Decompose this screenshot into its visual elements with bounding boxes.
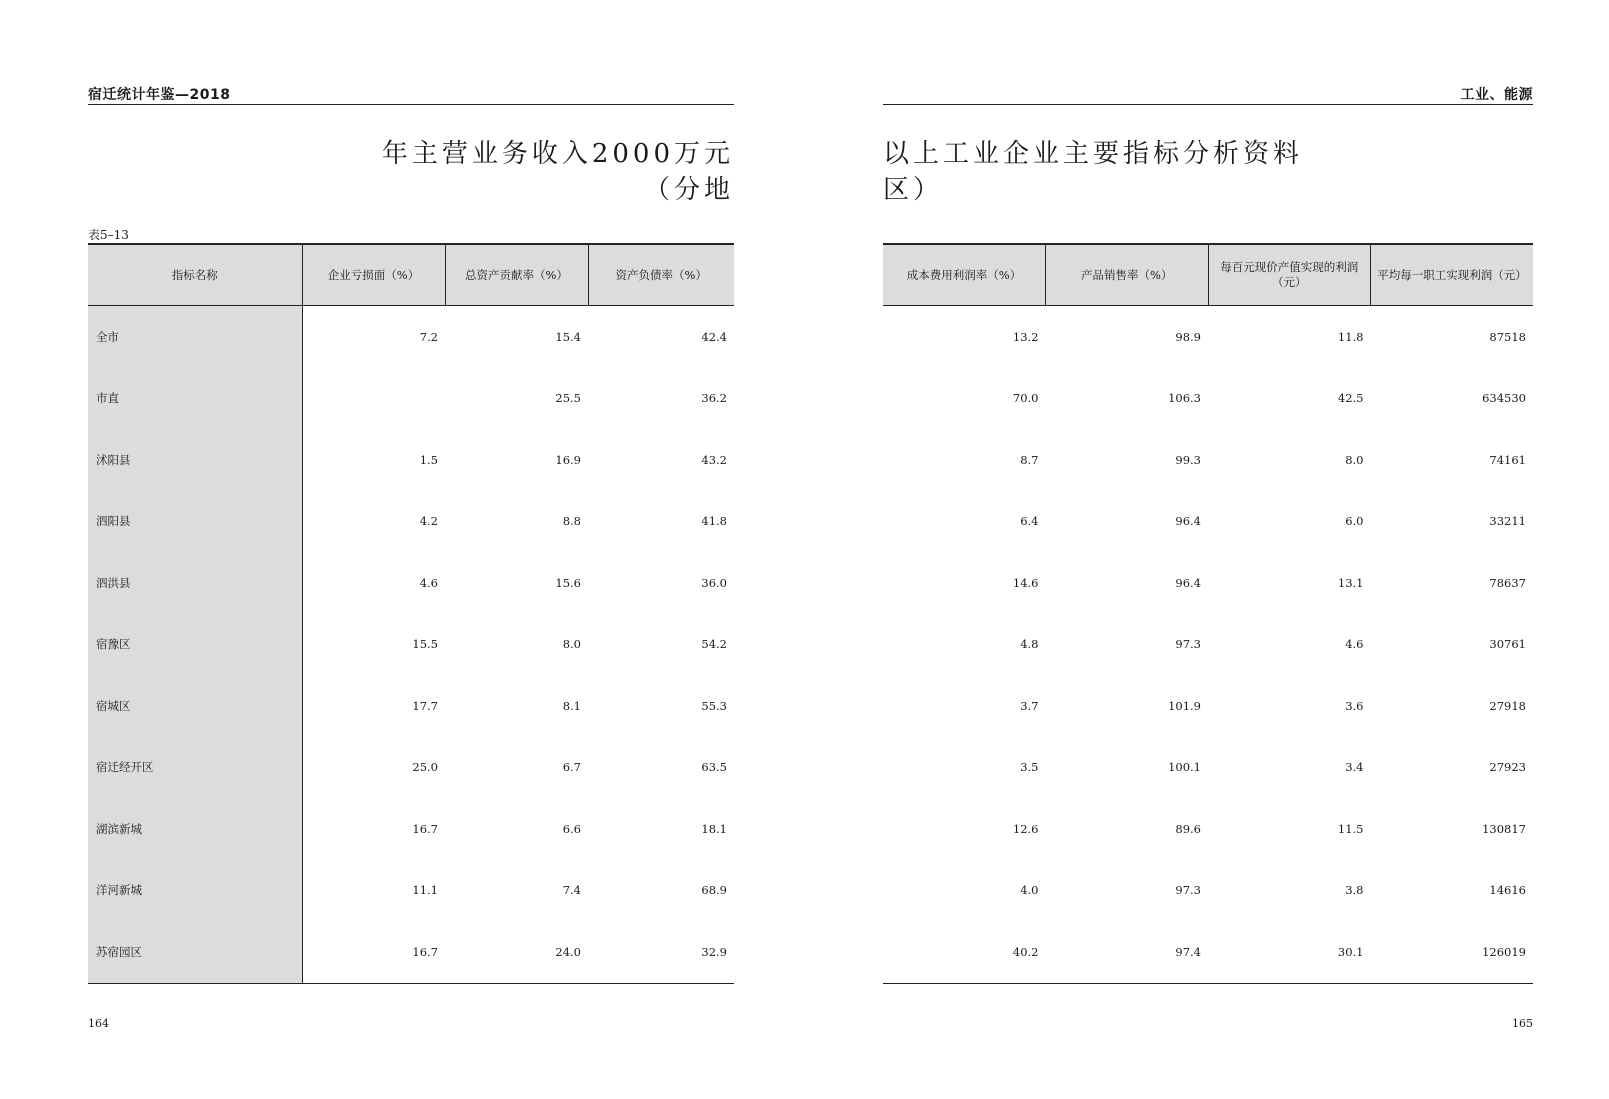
value-cell: 17.7 — [412, 698, 438, 713]
table-row — [883, 552, 1533, 614]
value-cell: 13.2 — [1012, 329, 1039, 344]
value-cell: 16.9 — [555, 452, 581, 467]
value-cell: 74161 — [1489, 452, 1526, 467]
value-cell: 27923 — [1489, 760, 1526, 775]
value-cell: 6.7 — [562, 760, 581, 775]
value-cell: 96.4 — [1175, 575, 1201, 590]
running-head: 工业、能源 — [1460, 87, 1533, 103]
value-cell: 96.4 — [1175, 514, 1201, 529]
table-row — [88, 860, 734, 922]
title-line-2: 区） — [883, 175, 944, 205]
value-cell: 7.4 — [562, 883, 581, 898]
table-row — [883, 306, 1533, 368]
value-cell: 42.5 — [1337, 391, 1364, 406]
value-cell: 3.7 — [1020, 698, 1039, 713]
value-cell: 54.2 — [701, 637, 727, 652]
value-cell: 18.1 — [701, 821, 727, 836]
value-cell: 6.0 — [1345, 514, 1364, 529]
value-cell: 43.2 — [701, 452, 727, 467]
value-cell: 25.5 — [555, 391, 581, 406]
value-cell: 78637 — [1489, 575, 1526, 590]
value-cell: 32.9 — [588, 921, 734, 983]
value-cell: 25.0 — [412, 760, 438, 775]
left-page — [0, 0, 804, 1099]
data-table-right — [883, 243, 1533, 984]
table-row — [88, 798, 734, 860]
value-cell: 87518 — [1489, 329, 1526, 344]
page-number: 165 — [1512, 1017, 1533, 1030]
table-row — [883, 921, 1533, 983]
value-cell: 97.4 — [1046, 921, 1209, 983]
table-row — [883, 737, 1533, 799]
value-cell: 36.2 — [701, 391, 727, 406]
value-cell: 4.0 — [1020, 883, 1039, 898]
table-row — [883, 491, 1533, 553]
header-rule — [883, 104, 1533, 105]
value-cell: 6.4 — [1020, 514, 1039, 529]
value-cell: 27918 — [1489, 698, 1526, 713]
title-line-1: 以上工业企业主要指标分析资料 — [883, 139, 1304, 169]
value-cell: 13.1 — [1337, 575, 1364, 590]
table-row — [88, 552, 734, 614]
table-row — [883, 368, 1533, 430]
header-profit-per-employee: 平均每一职工实现利润（元） — [1371, 244, 1534, 306]
value-cell: 3.5 — [1020, 760, 1039, 775]
value-cell: 3.6 — [1345, 698, 1364, 713]
region-name-cell: 泗洪县 — [88, 552, 302, 614]
value-cell: 126019 — [1371, 921, 1534, 983]
value-cell: 97.3 — [1175, 637, 1201, 652]
value-cell: 1.5 — [419, 452, 438, 467]
table-row — [88, 368, 734, 430]
value-cell: 15.4 — [555, 329, 581, 344]
region-name-cell: 洋河新城 — [88, 860, 302, 922]
header-rule — [88, 104, 734, 105]
table-header-row — [883, 244, 1533, 306]
region-name-cell: 宿迁经开区 — [88, 737, 302, 799]
value-cell: 40.2 — [883, 921, 1046, 983]
value-cell: 15.5 — [412, 637, 438, 652]
page-number: 164 — [88, 1017, 109, 1030]
region-name-cell: 宿豫区 — [88, 614, 302, 676]
value-cell: 24.0 — [445, 921, 588, 983]
title-line-2: （分地 — [643, 175, 734, 205]
header-profit-per-hundred: 每百元现价产值实现的利润（元） — [1208, 244, 1371, 306]
value-cell: 63.5 — [701, 760, 727, 775]
data-table-left — [88, 243, 734, 984]
region-name-cell: 泗阳县 — [88, 491, 302, 553]
value-cell: 15.6 — [555, 575, 581, 590]
value-cell: 36.0 — [701, 575, 727, 590]
value-cell: 68.9 — [701, 883, 727, 898]
value-cell: 8.0 — [562, 637, 581, 652]
region-name-cell: 市直 — [88, 368, 302, 430]
value-cell: 11.5 — [1337, 821, 1364, 836]
table-row — [883, 614, 1533, 676]
region-name-cell: 湖滨新城 — [88, 798, 302, 860]
table-row — [883, 429, 1533, 491]
running-head: 宿迁统计年鉴—2018 — [88, 87, 231, 103]
value-cell: 89.6 — [1175, 821, 1201, 836]
value-cell: 634530 — [1482, 391, 1526, 406]
value-cell: 4.2 — [419, 514, 438, 529]
value-cell: 3.8 — [1345, 883, 1364, 898]
header-sales-ratio: 产品销售率（%） — [1046, 244, 1209, 306]
value-cell: 4.8 — [1020, 637, 1039, 652]
value-cell: 98.9 — [1175, 329, 1201, 344]
value-cell: 6.6 — [562, 821, 581, 836]
value-cell: 14616 — [1489, 883, 1526, 898]
value-cell: 55.3 — [701, 698, 727, 713]
value-cell: 7.2 — [419, 329, 438, 344]
header-asset-contribution: 总资产贡献率（%） — [445, 244, 588, 306]
value-cell: 33211 — [1489, 514, 1526, 529]
table-title-right — [883, 136, 1303, 208]
value-cell: 12.6 — [1012, 821, 1039, 836]
header-debt-ratio: 资产负债率（%） — [588, 244, 734, 306]
table-row — [88, 429, 734, 491]
region-name-cell: 沭阳县 — [88, 429, 302, 491]
value-cell: 106.3 — [1168, 391, 1201, 406]
table-number: 表5–13 — [88, 228, 129, 242]
value-cell: 130817 — [1482, 821, 1526, 836]
value-cell: 4.6 — [1345, 637, 1364, 652]
value-cell: 8.7 — [1020, 452, 1039, 467]
value-cell: 97.3 — [1175, 883, 1201, 898]
table-row — [883, 860, 1533, 922]
value-cell: 101.9 — [1168, 698, 1201, 713]
region-name-cell: 苏宿园区 — [88, 921, 302, 983]
header-indicator-name: 指标名称 — [88, 244, 302, 306]
table-row — [883, 798, 1533, 860]
region-name-cell: 全市 — [88, 306, 302, 368]
value-cell: 14.6 — [1012, 575, 1039, 590]
table-row — [88, 491, 734, 553]
table-row — [88, 675, 734, 737]
value-cell: 8.8 — [562, 514, 581, 529]
right-page — [805, 0, 1609, 1099]
region-name-cell: 宿城区 — [88, 675, 302, 737]
value-cell: 11.1 — [412, 883, 438, 898]
value-cell: 8.0 — [1345, 452, 1364, 467]
value-cell: 4.6 — [419, 575, 438, 590]
table-title-left — [382, 136, 734, 208]
table-row — [88, 921, 734, 983]
table-row — [88, 306, 734, 368]
title-line-1: 年主营业务收入2000万元 — [381, 139, 734, 169]
value-cell: 11.8 — [1337, 329, 1364, 344]
value-cell: 30761 — [1489, 637, 1526, 652]
value-cell: 16.7 — [412, 821, 438, 836]
table-header-row — [88, 244, 734, 306]
value-cell: 16.7 — [302, 921, 445, 983]
value-cell: 100.1 — [1168, 760, 1201, 775]
value-cell: 30.1 — [1208, 921, 1371, 983]
table-row — [88, 737, 734, 799]
header-cost-profit-ratio: 成本费用利润率（%） — [883, 244, 1046, 306]
value-cell — [302, 368, 445, 430]
value-cell: 41.8 — [701, 514, 727, 529]
value-cell: 3.4 — [1345, 760, 1364, 775]
table-row — [88, 614, 734, 676]
value-cell: 42.4 — [701, 329, 727, 344]
value-cell: 8.1 — [562, 698, 581, 713]
value-cell: 70.0 — [1012, 391, 1039, 406]
value-cell: 99.3 — [1175, 452, 1201, 467]
table-row — [883, 675, 1533, 737]
header-loss-ratio: 企业亏损面（%） — [302, 244, 445, 306]
